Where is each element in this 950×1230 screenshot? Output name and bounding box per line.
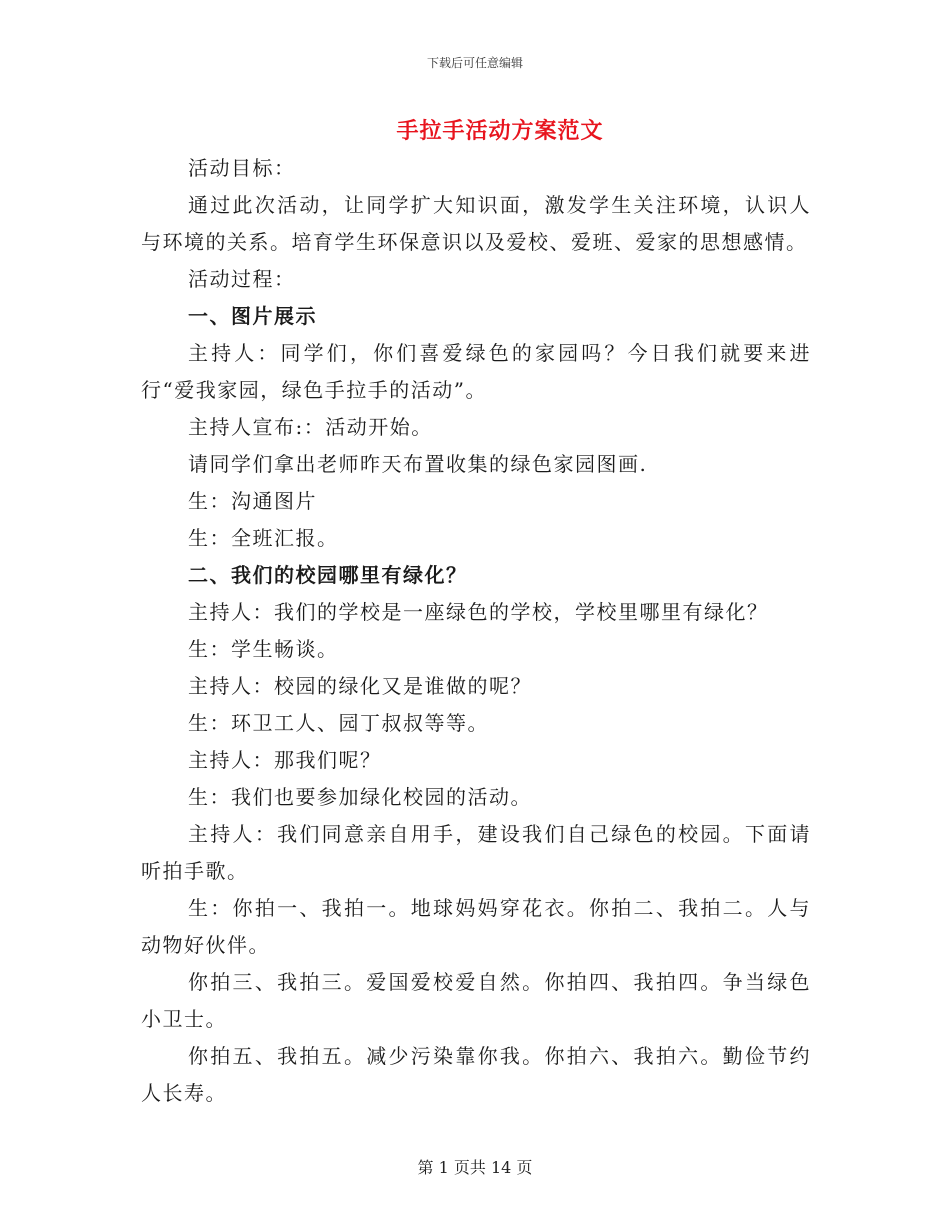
paragraph-9: 生：全班汇报。 bbox=[188, 526, 339, 550]
paragraph-15: 主持人：那我们呢？ bbox=[188, 748, 382, 772]
paragraph-16: 生：我们也要参加绿化校园的活动。 bbox=[188, 785, 532, 809]
paragraph-1: 活动目标： bbox=[188, 156, 296, 180]
section-heading-2: 二、我们的校园哪里有绿化？ bbox=[188, 563, 468, 587]
paragraph-17: 主持人：我们同意亲自用手，建设我们自己绿色的校园。下面请听拍手歌。 bbox=[141, 822, 811, 883]
paragraph-5: 主持人：同学们，你们喜爱绿色的家园吗？今日我们就要来进行“爱我家园，绿色手拉手的活动”。 bbox=[141, 341, 811, 402]
paragraph-12: 生：学生畅谈。 bbox=[188, 637, 339, 661]
header-note: 下载后可任意编辑 bbox=[426, 56, 523, 70]
paragraph-6: 主持人宣布:：活动开始。 bbox=[188, 415, 433, 439]
document-title: 手拉手活动方案范文 bbox=[396, 118, 604, 144]
paragraph-18: 生：你拍一、我拍一。地球妈妈穿花衣。你拍二、我拍二。人与动物好伙伴。 bbox=[141, 896, 811, 957]
paragraph-2: 通过此次活动，让同学扩大知识面，激发学生关注环境，认识人与环境的关系。培育学生环保意识以及爱校、爱班、爱家的思想感情。 bbox=[141, 193, 811, 254]
document-body bbox=[141, 150, 811, 1112]
paragraph-19: 你拍三、我拍三。爱国爱校爱自然。你拍四、我拍四。争当绿色小卫士。 bbox=[141, 970, 811, 1031]
paragraph-11: 主持人：我们的学校是一座绿色的学校，学校里哪里有绿化？ bbox=[188, 600, 769, 624]
paragraph-7: 请同学们拿出老师昨天布置收集的绿色家园图画. bbox=[188, 452, 648, 476]
section-heading-1: 一、图片展示 bbox=[188, 304, 317, 328]
page-footer: 第 1 页共 14 页 bbox=[417, 1158, 533, 1177]
paragraph-13: 主持人：校园的绿化又是谁做的呢？ bbox=[188, 674, 532, 698]
paragraph-3: 活动过程： bbox=[188, 267, 296, 291]
paragraph-14: 生：环卫工人、园丁叔叔等等。 bbox=[188, 711, 489, 735]
paragraph-20: 你拍五、我拍五。减少污染靠你我。你拍六、我拍六。勤俭节约人长寿。 bbox=[141, 1044, 811, 1105]
paragraph-8: 生：沟通图片 bbox=[188, 489, 317, 513]
